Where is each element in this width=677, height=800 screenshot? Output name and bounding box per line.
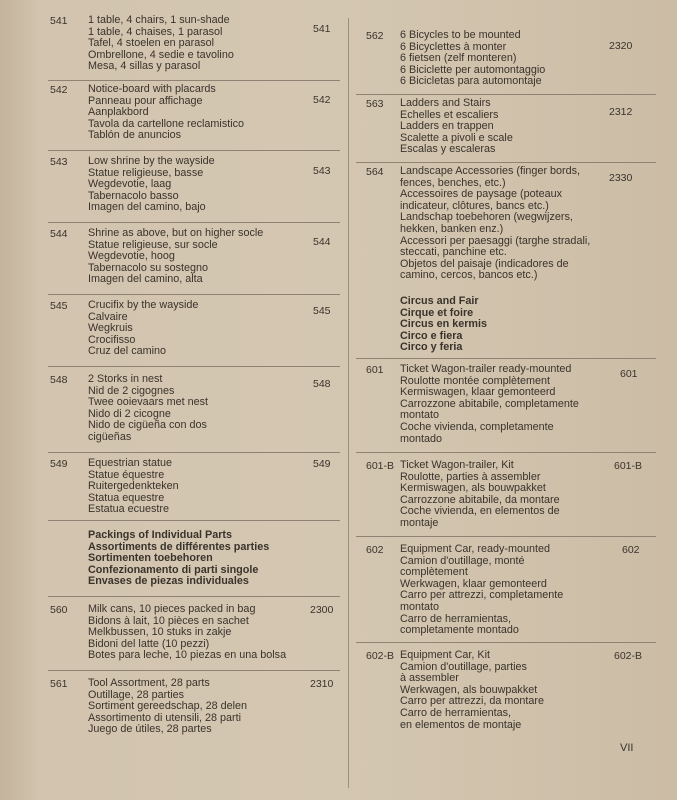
item-description: Notice-board with placards Panneau pour affichage Aanplakbord Tavola da cartellone reclamistico Tablón de anuncios [88, 83, 245, 142]
catalog-ref: 601-B [614, 460, 643, 472]
item-description: Equipment Car, Kit Camion d'outillage, parties à assembler Werkwagen, als bouwpakket Carro per attrezzi, da montare Carro de herramientas, en elementos de montaje [400, 649, 545, 731]
catalog-ref: 542 [313, 94, 331, 106]
divider [356, 452, 656, 453]
divider [356, 162, 656, 163]
item-description: 1 table, 4 chairs, 1 sun-shade 1 table, 4 chaises, 1 parasol Tafel, 4 stoelen en parasol Ombrellone, 4 sedie e tavolino Mesa, 4 sillas y parasol [88, 14, 234, 73]
entry-543 [0, 156, 348, 218]
entry-563 [348, 98, 677, 160]
item-description: Landscape Accessories (finger bords, fences, benches, etc.) Accessoires de paysage (poteaux indicateur, clôtures, bancs etc.) Landschap toebehoren (wegwijzers, hekken, banken enz.) Accessori per paesaggi (targhe stradali, steccati, panchine etc. Objetos del paisaje (indicadores de camino, cercos, bancos etc.) [400, 165, 591, 282]
catalog-ref: 545 [313, 305, 331, 317]
item-description: Low shrine by the wayside Statue religieuse, basse Wegdevotie, laag Tabernacolo basso Imagen del camino, bajo [88, 155, 215, 214]
item-description: Shrine as above, but on higher socle Statue religieuse, sur socle Wegdevotie, hoog Tabernacolo su sostegno Imagen del camino, alta [88, 227, 264, 286]
item-number: 563 [366, 98, 384, 110]
item-number: 561 [50, 678, 68, 690]
item-description: 2 Storks in nest Nid de 2 cigognes Twee ooievaars met nest Nido di 2 cicogne Nido de cigüeña con dos cigüeñas [88, 373, 209, 443]
catalog-ref: 548 [313, 378, 331, 390]
catalog-ref: 2312 [609, 106, 633, 118]
section-heading-packings: Packings of Individual Parts Assortiments de différentes parties Sortimenten toebehoren Confezionamento di parti singole Envases de piezas individuales [88, 529, 270, 588]
divider [48, 366, 340, 367]
catalog-ref: 549 [313, 458, 331, 470]
item-number: 601 [366, 364, 384, 376]
catalog-ref: 602 [622, 544, 640, 556]
item-number: 548 [50, 374, 68, 386]
catalog-ref: 2300 [310, 604, 334, 616]
item-number: 549 [50, 458, 68, 470]
item-number: 544 [50, 228, 68, 240]
entry-545 [0, 300, 348, 362]
item-description: Ticket Wagon-trailer ready-mounted Roulotte montée complètement Kermiswagen, klaar gemonteerd Carrozzone abitabile, completamente montato Coche vivienda, completamente montado [400, 363, 579, 445]
divider [48, 520, 340, 521]
catalog-ref: 2320 [609, 40, 633, 52]
item-description: Ladders and Stairs Echelles et escaliers Ladders en trappen Scalette a pivoli e scale Escalas y escaleras [400, 97, 513, 156]
item-description: Tool Assortment, 28 parts Outillage, 28 parties Sortiment gereedschap, 28 delen Assortimento di utensili, 28 parti Juego de útiles, 28 partes [88, 677, 248, 736]
entry-602-b [348, 650, 677, 734]
page-number: VII [620, 742, 634, 754]
catalog-ref: 544 [313, 236, 331, 248]
divider [356, 642, 656, 643]
divider [48, 452, 340, 453]
divider [356, 94, 656, 95]
entry-544 [0, 228, 348, 290]
item-number: 560 [50, 604, 68, 616]
divider [356, 536, 656, 537]
item-description: Crucifix by the wayside Calvaire Wegkruis Crocifisso Cruz del camino [88, 299, 199, 358]
entry-561 [0, 678, 348, 740]
item-number: 602-B [366, 650, 395, 662]
entry-601 [348, 364, 677, 448]
entry-601-b [348, 460, 677, 532]
catalog-ref: 601 [620, 368, 638, 380]
divider [48, 150, 340, 151]
catalog-ref: 2310 [310, 678, 334, 690]
entry-564 [348, 166, 677, 284]
item-number: 564 [366, 166, 384, 178]
catalog-ref: 541 [313, 23, 331, 35]
item-number: 601-B [366, 460, 395, 472]
item-number: 602 [366, 544, 384, 556]
entry-548 [0, 374, 348, 446]
divider [48, 596, 340, 597]
item-number: 542 [50, 84, 68, 96]
catalog-ref: 602-B [614, 650, 643, 662]
entry-560 [0, 604, 348, 666]
catalog-ref: 2330 [609, 172, 633, 184]
item-description: Equipment Car, ready-mounted Camion d'outillage, monté complètement Werkwagen, klaar gemonteerd Carro per attrezzi, completamente montato Carro de herramientas, completamente montado [400, 543, 564, 637]
entry-541 [0, 15, 348, 77]
divider [48, 670, 340, 671]
item-description: Ticket Wagon-trailer, Kit Roulotte, parties à assembler Kermiswagen, als bouwpakket Carrozzone abitabile, da montare Coche vivienda, en elementos de montaje [400, 459, 560, 529]
divider [356, 358, 656, 359]
item-number: 543 [50, 156, 68, 168]
catalog-ref: 543 [313, 165, 331, 177]
entry-602 [348, 544, 677, 638]
entry-542 [0, 84, 348, 146]
item-description: Milk cans, 10 pieces packed in bag Bidons à lait, 10 pièces en sachet Melkbussen, 10 stuks in zakje Bidoni del latte (10 pezzi) Botes para leche, 10 piezas en una bolsa [88, 603, 287, 662]
entry-562 [348, 30, 677, 92]
item-number: 541 [50, 15, 68, 27]
divider [48, 294, 340, 295]
section-heading-circus: Circus and Fair Cirque et foire Circus en kermis Circo e fiera Circo y feria [400, 295, 488, 354]
entry-549 [0, 458, 348, 520]
item-description: Equestrian statue Statue équestre Ruitergedenkteken Statua equestre Estatua ecuestre [88, 457, 179, 516]
item-number: 562 [366, 30, 384, 42]
item-description: 6 Bicycles to be mounted 6 Bicyclettes à monter 6 fietsen (zelf monteren) 6 Biciclette per automontaggio 6 Bicicletas para automontaje [400, 29, 546, 88]
divider [48, 80, 340, 81]
item-number: 545 [50, 300, 68, 312]
divider [48, 222, 340, 223]
